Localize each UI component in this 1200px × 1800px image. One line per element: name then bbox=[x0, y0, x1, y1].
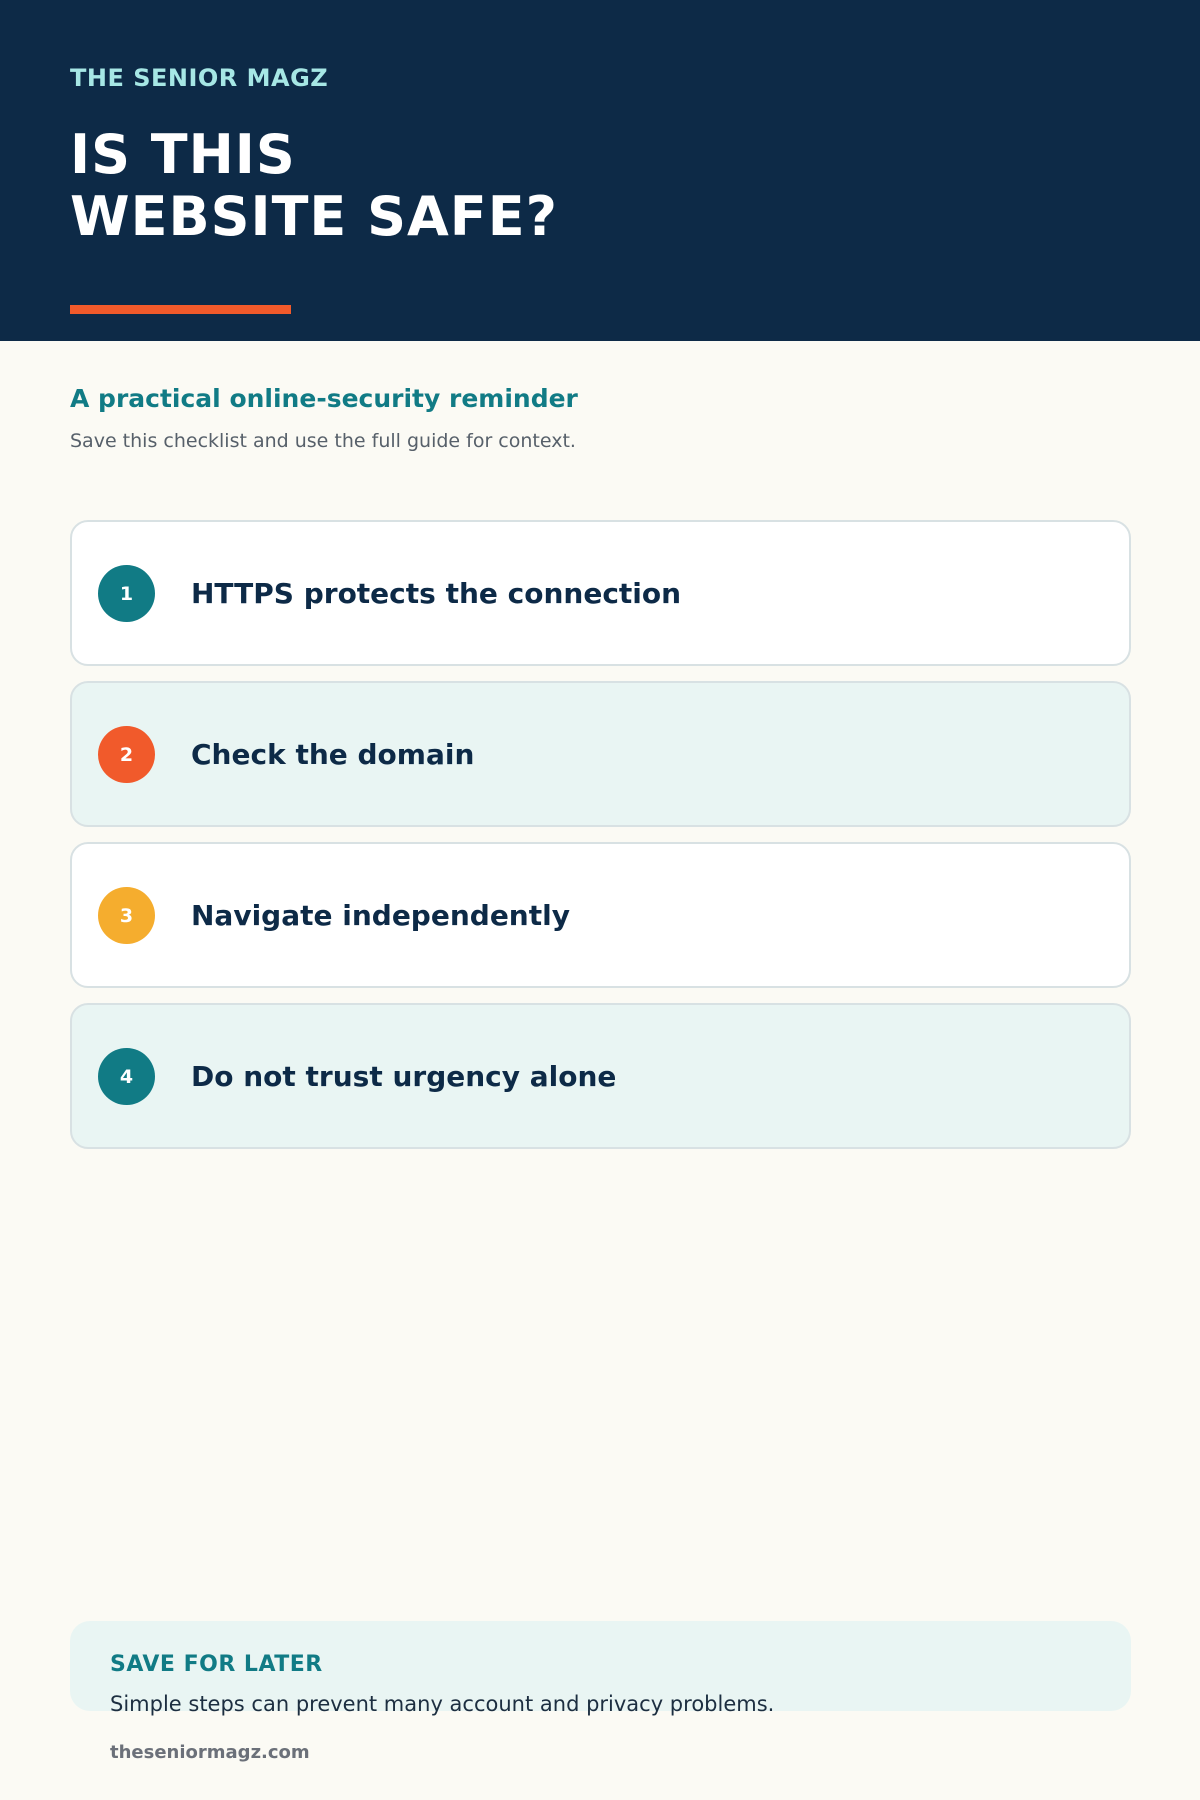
footer-url: theseniormagz.com bbox=[110, 1742, 310, 1763]
number-badge-4: 4 bbox=[98, 1048, 155, 1105]
page-title bbox=[70, 124, 558, 248]
intro-text: Save this checklist and use the full guide for context. bbox=[70, 430, 576, 452]
accent-divider bbox=[70, 305, 291, 314]
checklist-item-label: HTTPS protects the connection bbox=[191, 576, 682, 610]
checklist-item-3 bbox=[70, 842, 1131, 988]
subtitle: A practical online-security reminder bbox=[70, 384, 578, 413]
checklist-item-label: Navigate independently bbox=[191, 898, 570, 932]
headline-line-2: WEBSITE SAFE? bbox=[70, 185, 558, 248]
footer-title: SAVE FOR LATER bbox=[110, 1652, 323, 1677]
brand-name: THE SENIOR MAGZ bbox=[70, 64, 329, 92]
headline-line-1: IS THIS bbox=[70, 123, 296, 186]
checklist bbox=[70, 520, 1131, 1164]
checklist-item-1 bbox=[70, 520, 1131, 666]
checklist-item-4 bbox=[70, 1003, 1131, 1149]
checklist-item-2 bbox=[70, 681, 1131, 827]
footer-text: Simple steps can prevent many account and privacy problems. bbox=[110, 1692, 775, 1716]
number-badge-1: 1 bbox=[98, 565, 155, 622]
checklist-item-label: Do not trust urgency alone bbox=[191, 1059, 617, 1093]
number-badge-3: 3 bbox=[98, 887, 155, 944]
checklist-item-label: Check the domain bbox=[191, 737, 475, 771]
number-badge-2: 2 bbox=[98, 726, 155, 783]
header-banner bbox=[0, 0, 1200, 341]
